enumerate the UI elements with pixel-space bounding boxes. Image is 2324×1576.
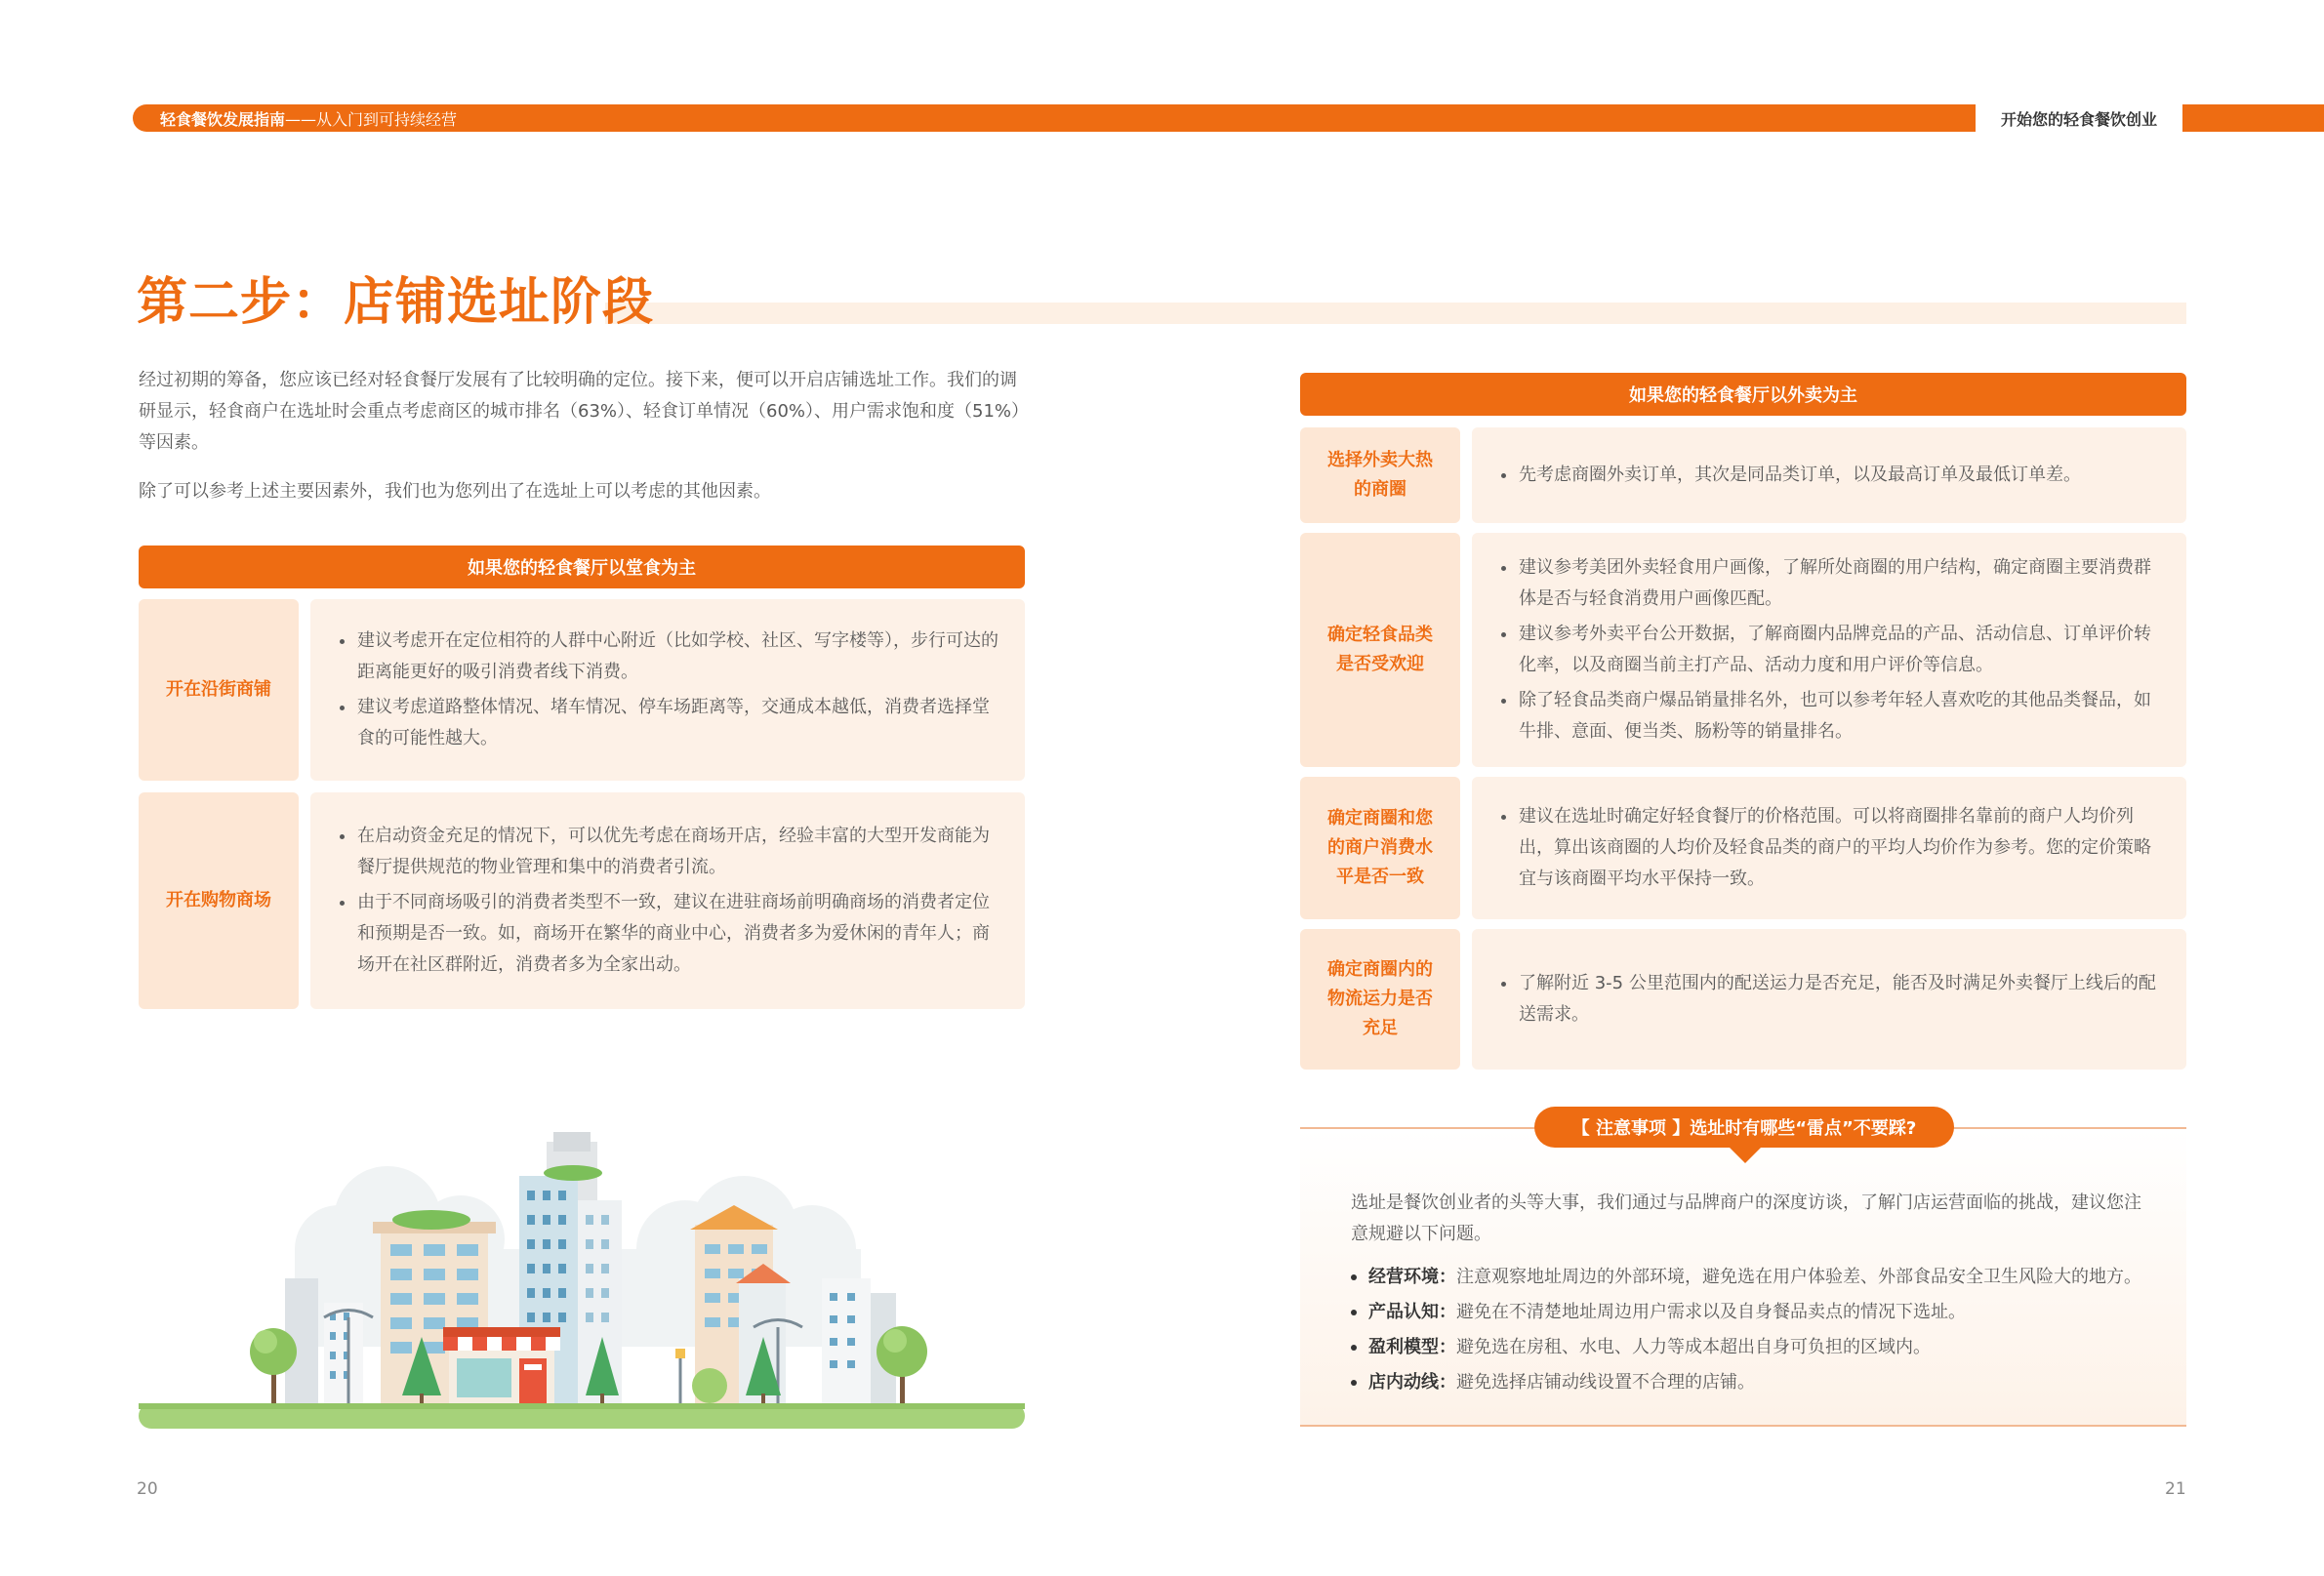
row-label-line: 选择外卖大热 <box>1327 450 1433 470</box>
bullet-item: 先考虑商圈外卖订单，其次是同品类订单，以及最高订单及最低订单差。 <box>1499 460 2163 491</box>
page-number-left: 20 <box>137 1479 158 1499</box>
row-label-line: 确定轻食品类 <box>1327 625 1433 645</box>
row-label-line: 的商圈 <box>1354 479 1407 500</box>
table-row <box>1300 427 2186 523</box>
running-header-left <box>133 104 1976 132</box>
row-label <box>1300 533 1460 767</box>
row-body <box>1472 929 2186 1070</box>
row-label-line: 充足 <box>1363 1018 1398 1038</box>
page-title: 第二步：店铺选址阶段 <box>137 273 655 332</box>
list-item <box>1351 1295 2171 1330</box>
row-body <box>1472 427 2186 523</box>
table-row <box>1300 533 2186 767</box>
row-body <box>1472 533 2186 767</box>
row-label-line: 的商户消费水 <box>1327 837 1433 858</box>
bullet-item: 建议参考外卖平台公开数据，了解商圈内品牌竞品的产品、活动信息、订单评价转化率，以及商圈当前主打产品、活动力度和用户评价等信息。 <box>1499 619 2163 681</box>
header-accent-bar <box>2182 104 2324 132</box>
table-row <box>1300 929 2186 1070</box>
dine-in-table-heading: 如果您的轻食餐厅以堂食为主 <box>139 546 1025 588</box>
row-label <box>1300 777 1460 919</box>
bullet-item: 建议参考美团外卖轻食用户画像，了解所处商圈的用户结构，确定商圈主要消费群体是否与轻食消费用户画像匹配。 <box>1499 552 2163 615</box>
page-number-right: 21 <box>2165 1479 2186 1499</box>
notice-item-key: 经营环境： <box>1368 1267 1456 1287</box>
guide-subtitle: ——从入门到可持续经营 <box>285 109 458 129</box>
row-label: 开在购物商场 <box>139 792 299 1009</box>
list-item <box>1351 1330 2171 1365</box>
row-label: 开在沿街商铺 <box>139 599 299 781</box>
delivery-table-heading: 如果您的轻食餐厅以外卖为主 <box>1300 373 2186 416</box>
notice-bottom-rule <box>1300 1425 2186 1427</box>
title-underline-band <box>605 303 2186 324</box>
row-label-line: 确定商圈和您 <box>1327 808 1433 828</box>
running-header-right: 开始您的轻食餐饮创业 <box>2000 109 2157 129</box>
row-label <box>1300 929 1460 1070</box>
list-item <box>1351 1365 2171 1400</box>
row-body <box>1472 777 2186 919</box>
notice-heading: 【 注意事项 】选址时有哪些“雷点”不要踩? <box>1534 1107 1954 1148</box>
notice-item-key: 盈利模型： <box>1368 1337 1456 1357</box>
row-label-line: 平是否一致 <box>1336 867 1424 887</box>
intro-text <box>139 365 1033 507</box>
list-item <box>1351 1260 2171 1295</box>
row-label <box>1300 427 1460 523</box>
table-row <box>139 599 1025 781</box>
table-row <box>1300 777 2186 919</box>
notice-pointer <box>1728 1146 1763 1163</box>
row-label-line: 确定商圈内的 <box>1327 959 1433 980</box>
bullet-item: 了解附近 3-5 公里范围内的配送运力是否充足，能否及时满足外卖餐厅上线后的配送需求。 <box>1499 968 2163 1030</box>
notice-item-text: 避免选择店铺动线设置不合理的店铺。 <box>1456 1372 1755 1393</box>
city-illustration <box>139 1132 1025 1429</box>
bullet-item: 建议考虑道路整体情况、堵车情况、停车场距离等，交通成本越低，消费者选择堂食的可能性越大。 <box>338 692 1001 754</box>
intro-paragraph-2: 除了可以参考上述主要因素外，我们也为您列出了在选址上可以考虑的其他因素。 <box>139 481 771 502</box>
row-label-line: 物流运力是否 <box>1327 989 1433 1009</box>
guide-title: 轻食餐饮发展指南 <box>160 109 286 129</box>
bullet-item: 除了轻食品类商户爆品销量排名外，也可以参考年轻人喜欢吃的其他品类餐品，如牛排、意面、便当类、肠粉等的销量排名。 <box>1499 685 2163 748</box>
row-label-line: 是否受欢迎 <box>1336 654 1424 674</box>
notice-item-text: 注意观察地址周边的外部环境，避免选在用户体验差、外部食品安全卫生风险大的地方。 <box>1456 1267 2141 1287</box>
notice-item-text: 避免在不清楚地址周边用户需求以及自身餐品卖点的情况下选址。 <box>1456 1302 1966 1322</box>
row-body <box>310 599 1025 781</box>
intro-paragraph-1: 经过初期的筹备，您应该已经对轻食餐厅发展有了比较明确的定位。接下来，便可以开启店铺选址工作。我们的调研显示，轻食商户在选址时会重点考虑商区的城市排名（63%）、轻食订单情况（60%）、用户需求饱和度（51%）等因素。 <box>139 370 1030 453</box>
notice-item-key: 产品认知： <box>1368 1302 1456 1322</box>
notice-item-key: 店内动线： <box>1368 1372 1456 1393</box>
table-row <box>139 792 1025 1009</box>
bullet-item: 由于不同商场吸引的消费者类型不一致，建议在进驻商场前明确商场的消费者定位和预期是否一致。如，商场开在繁华的商业中心，消费者多为爱休闲的青年人；商场开在社区群附近，消费者多为全家出动。 <box>338 887 1001 981</box>
notice-list <box>1351 1260 2171 1400</box>
bullet-item: 在启动资金充足的情况下，可以优先考虑在商场开店，经验丰富的大型开发商能为餐厅提供规范的物业管理和集中的消费者引流。 <box>338 821 1001 883</box>
notice-item-text: 避免选在房租、水电、人力等成本超出自身可负担的区域内。 <box>1456 1337 1931 1357</box>
notice-intro: 选址是餐饮创业者的头等大事，我们通过与品牌商户的深度访谈，了解门店运营面临的挑战，建议您注意规避以下问题。 <box>1351 1192 2141 1244</box>
bullet-item: 建议考虑开在定位相符的人群中心附近（比如学校、社区、写字楼等），步行可达的距离能更好的吸引消费者线下消费。 <box>338 626 1001 688</box>
bullet-item: 建议在选址时确定好轻食餐厅的价格范围。可以将商圈排名靠前的商户人均价列出，算出该商圈的人均价及轻食品类的商户的平均人均价作为参考。您的定价策略宜与该商圈平均水平保持一致。 <box>1499 801 2163 895</box>
row-body <box>310 792 1025 1009</box>
